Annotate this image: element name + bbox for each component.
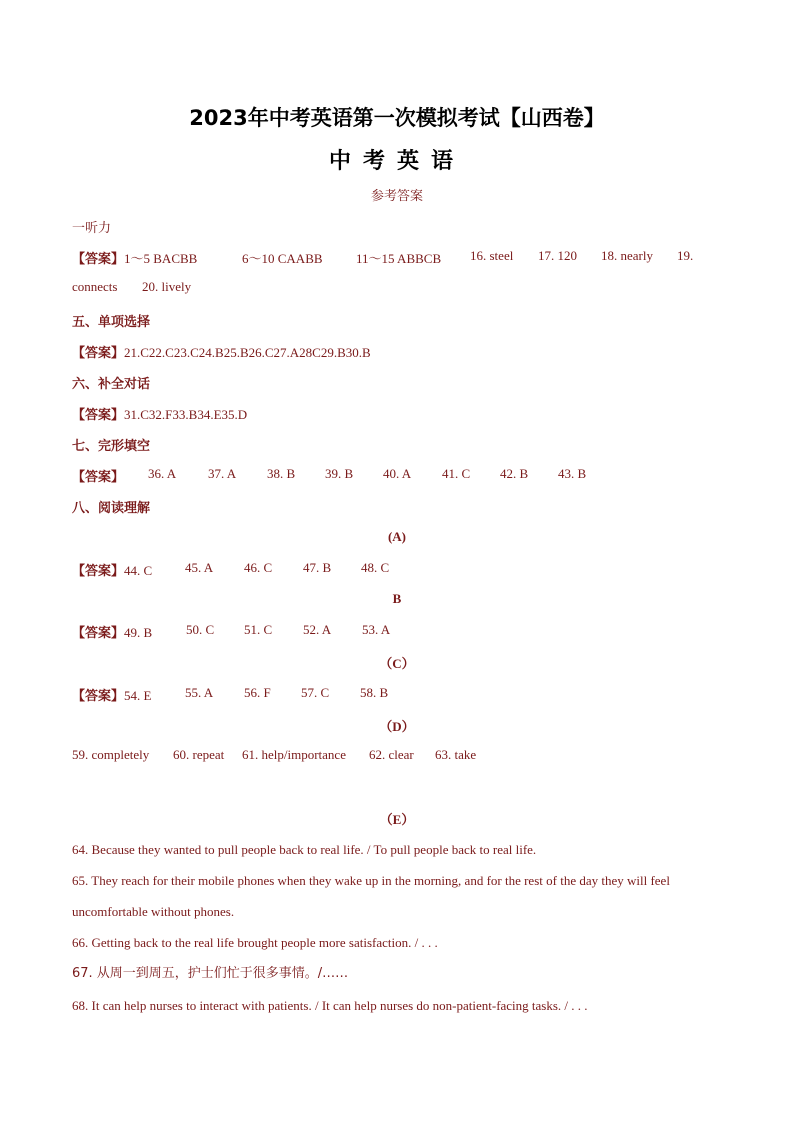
answer-tag: 【答案】: [72, 626, 125, 641]
section-heading-dialogue: 六、补全对话: [72, 377, 151, 392]
answer-tag: 【答案】: [72, 346, 125, 361]
listening-answer-row-2: [72, 279, 192, 295]
answer-item: 43. B: [558, 466, 587, 481]
answer-item: 50. C: [186, 622, 215, 637]
answer-item: 63. take: [435, 747, 477, 762]
section-heading-listening: 一听力: [72, 221, 112, 236]
dialogue-answer-row: [72, 404, 247, 423]
answer-item: 18. nearly: [601, 248, 653, 263]
answer-item: 41. C: [442, 466, 471, 481]
answer-sentence-66: 66. Getting back to the real life brought people more satisfaction. / . . .: [72, 935, 438, 950]
answer-sentence-67: 67. 从周一到周五，护士们忙于很多事情。/……: [72, 966, 349, 981]
answer-item: 55. A: [185, 685, 214, 700]
page-title: 2023年中考英语第一次模拟考试【山西卷】: [189, 106, 605, 130]
answer-item: 21.C22.C23.C24.B25.B26.C27.A28C29.B30.B: [124, 345, 371, 360]
reading-part-label-b: B: [392, 591, 402, 606]
answer-sentence-64: 64. Because they wanted to pull people back to real life. / To pull people back to real life.: [72, 842, 537, 857]
answer-sentence-65: 65. They reach for their mobile phones when they wake up in the morning, and for the rest of the day they will feel uncomfortable without phones.: [72, 873, 670, 919]
reading-part-label-a: (A): [387, 529, 407, 544]
answer-item: 11～15 ABBCB: [356, 251, 442, 266]
answer-item: 37. A: [208, 466, 237, 481]
answer-item: 39. B: [325, 466, 354, 481]
answer-item: 16. steel: [470, 248, 514, 263]
reading-a-answer-row: [72, 560, 390, 579]
answer-item: 45. A: [185, 560, 214, 575]
answer-item: 52. A: [303, 622, 332, 637]
answer-item: 59. completely: [72, 747, 150, 762]
reading-part-label-e: （E）: [379, 812, 415, 827]
answer-item: 38. B: [267, 466, 296, 481]
section-heading-reading: 八、阅读理解: [72, 501, 151, 516]
answer-tag: 【答案】: [72, 470, 125, 485]
answer-item: 53. A: [362, 622, 391, 637]
answer-item: 58. B: [360, 685, 389, 700]
answer-item: 56. F: [244, 685, 271, 700]
listening-answer-row: [72, 248, 694, 267]
answer-item: 57. C: [301, 685, 330, 700]
reading-c-answer-row: [72, 685, 389, 704]
answer-item: 60. repeat: [173, 747, 225, 762]
reading-d-answer-row: [72, 747, 477, 763]
single-choice-answer-row: [72, 342, 371, 361]
reading-b-answer-row: [72, 622, 391, 641]
cloze-answer-row: [72, 466, 587, 485]
answer-item: 62. clear: [369, 747, 414, 762]
answer-item: 1～5 BACBB: [124, 251, 198, 266]
answer-item: 31.C32.F33.B34.E35.D: [124, 407, 248, 422]
answer-item: 20. lively: [142, 279, 192, 294]
answer-item: 17. 120: [538, 248, 577, 263]
answer-item: connects: [72, 279, 118, 294]
answer-item: 36. A: [148, 466, 177, 481]
answer-item: 40. A: [383, 466, 412, 481]
reading-part-label-d: （D）: [379, 719, 415, 734]
answer-tag: 【答案】: [72, 252, 125, 267]
answer-item: 19.: [677, 248, 694, 263]
answer-item: 48. C: [361, 560, 390, 575]
answer-tag: 【答案】: [72, 564, 125, 579]
section-heading-single-choice: 五、单项选择: [72, 315, 151, 330]
answer-item: 44. C: [124, 563, 153, 578]
answer-item: 49. B: [124, 625, 153, 640]
reading-part-label-c: （C）: [379, 656, 415, 671]
answer-item: 47. B: [303, 560, 332, 575]
answer-tag: 【答案】: [72, 689, 125, 704]
answer-sentence-68: 68. It can help nurses to interact with patients. / It can help nurses do non-patient-facing tasks. / . . .: [72, 998, 588, 1013]
answer-item: 42. B: [500, 466, 529, 481]
section-heading-cloze: 七、完形填空: [72, 439, 151, 454]
answer-item: 51. C: [244, 622, 273, 637]
page-subtitle: 中考英语: [328, 149, 465, 174]
answer-item: 6～10 CAABB: [242, 251, 323, 266]
answer-item: 46. C: [244, 560, 273, 575]
answer-item: 61. help/importance: [242, 747, 346, 762]
answer-tag: 【答案】: [72, 408, 125, 423]
reference-answers-label: 参考答案: [370, 189, 423, 204]
answer-item: 54. E: [124, 688, 152, 703]
